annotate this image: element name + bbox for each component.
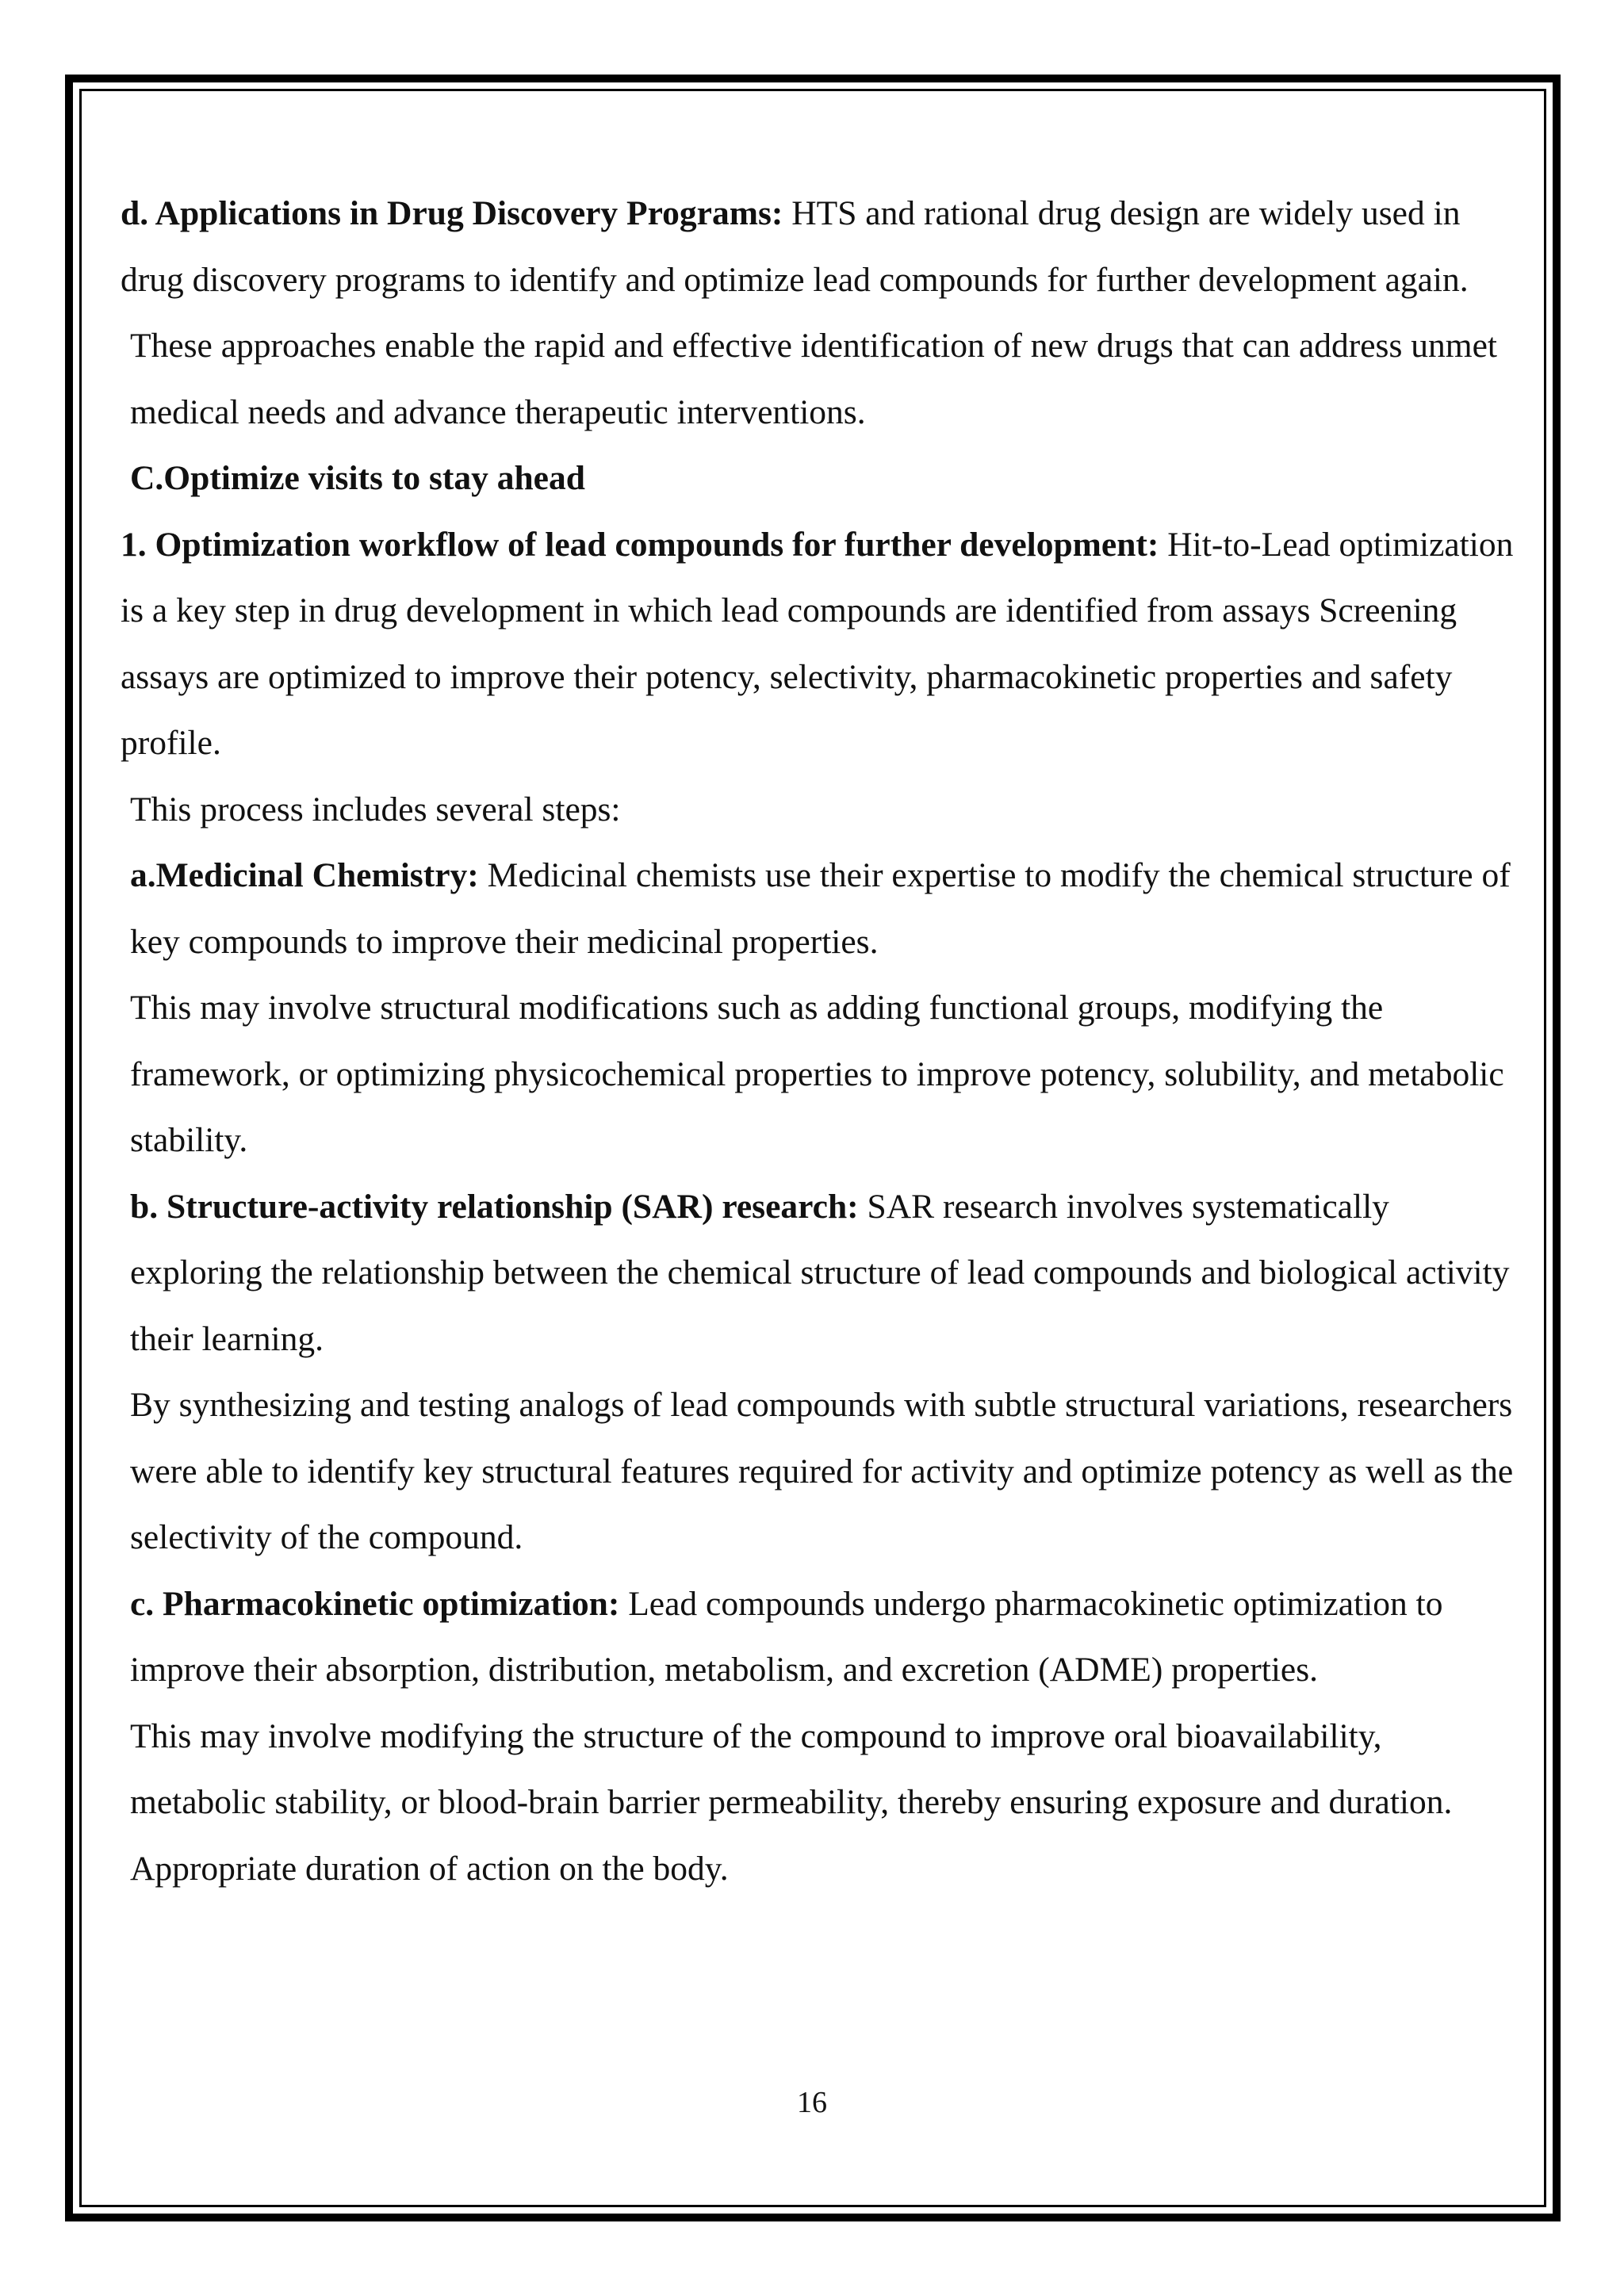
paragraph-process-steps: This process includes several steps:: [130, 790, 621, 828]
paragraph-approaches: These approaches enable the rapid and effective identification of new drugs that can address unmet medical needs and advance therapeutic interventions.: [130, 327, 1498, 431]
paragraph-structural-modifications: This may involve structural modifications such as adding functional groups, modifying the framework, or optimizing physicochemical properties to improve potency, solubility, and metabolic stability.: [130, 989, 1504, 1159]
heading-pharmacokinetic-optimization: c. Pharmacokinetic optimization:: [130, 1584, 620, 1623]
paragraph-applications: [121, 181, 1524, 313]
heading-optimization-workflow: 1. Optimization workflow of lead compounds for further development:: [121, 525, 1159, 564]
heading-applications: d. Applications in Drug Discovery Programs:: [121, 194, 783, 232]
heading-sar-research: b. Structure-activity relationship (SAR) research:: [130, 1187, 859, 1226]
paragraph-sar-research: [121, 1174, 1524, 1373]
paragraph-pharmacokinetic-optimization: [121, 1571, 1524, 1704]
text-sar-research: SAR research involves systematically exploring the relationship between the chemical structure of lead compounds and biological activity their learning.: [130, 1187, 1510, 1358]
text-optimization-workflow: Hit-to-Lead optimization is a key step in drug development in which lead compounds are identified from assays Screening assays are optimized to improve their potency, selectivity, pharmacokinetic properties and safety profile.: [121, 525, 1514, 762]
text-applications: HTS and rational drug design are widely used in drug discovery programs to identify and optimize lead compounds for further development again.: [121, 194, 1469, 299]
paragraph-optimization-workflow: [121, 512, 1524, 777]
section-heading-optimize: C.Optimize visits to stay ahead: [130, 459, 585, 497]
document-body: [121, 181, 1524, 1902]
heading-medicinal-chemistry: a.Medicinal Chemistry:: [130, 856, 479, 894]
page-number: 16: [797, 2086, 827, 2119]
text-pharmacokinetic-optimization: Lead compounds undergo pharmacokinetic optimization to improve their absorption, distribution, metabolism, and excretion (ADME) properties.: [130, 1584, 1443, 1689]
text-medicinal-chemistry: Medicinal chemists use their expertise to modify the chemical structure of key compounds to improve their medicinal properties.: [130, 856, 1511, 961]
paragraph-duration-of-action: Appropriate duration of action on the body.: [130, 1849, 729, 1888]
paragraph-modifying-structure: This may involve modifying the structure of the compound to improve oral bioavailability, metabolic stability, or blood-brain barrier permeability, thereby ensuring exposure and duration.: [130, 1716, 1453, 1821]
paragraph-synthesizing-analogs: By synthesizing and testing analogs of lead compounds with subtle structural variations, researchers were able to identify key structural features required for activity and optimize potency as well as the selectivity of the compound.: [130, 1386, 1514, 1556]
paragraph-medicinal-chemistry: [121, 843, 1524, 975]
